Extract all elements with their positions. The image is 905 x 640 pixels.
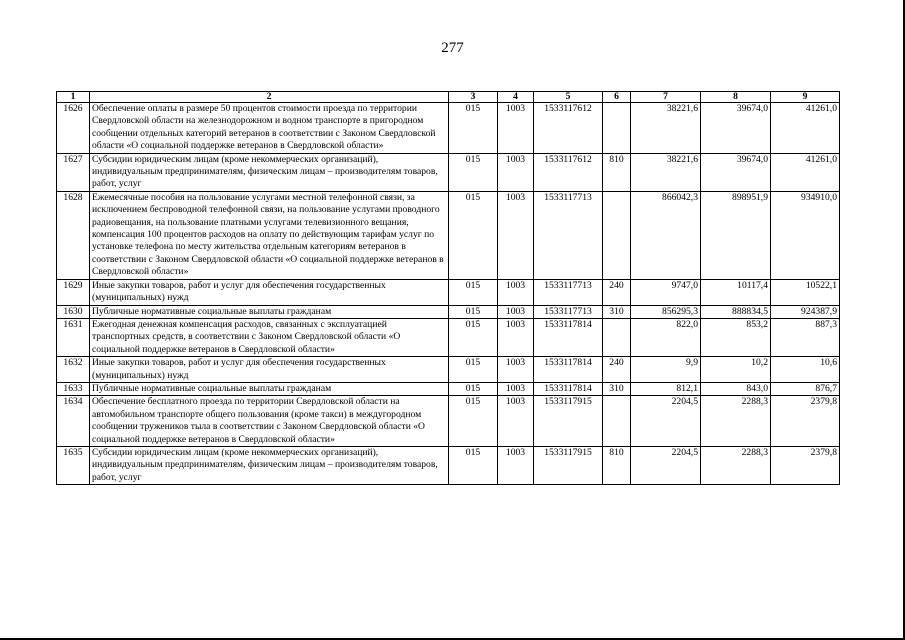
column-header: 3 [449,92,498,103]
table-row [57,191,840,279]
section-code-cell: 1003 [498,357,534,383]
ministry-code-cell: 015 [449,357,498,383]
amount-year2-cell: 2288,3 [701,396,771,447]
amount-year1-cell: 856295,3 [631,305,701,318]
expense-type-cell [603,396,631,447]
ministry-code-cell: 015 [449,153,498,191]
table-body [57,103,840,485]
ministry-code-cell: 015 [449,191,498,279]
amount-year2-cell: 39674,0 [701,103,771,154]
ministry-code-cell: 015 [449,382,498,395]
section-code-cell: 1003 [498,446,534,484]
row-number-cell: 1634 [57,396,90,447]
amount-year1-cell: 866042,3 [631,191,701,279]
row-name-cell: Иные закупки товаров, работ и услуг для обеспечения государственных (муниципальных) нужд [90,279,449,305]
row-number-cell: 1626 [57,103,90,154]
section-code-cell: 1003 [498,305,534,318]
amount-year1-cell: 812,1 [631,382,701,395]
table-row [57,305,840,318]
amount-year1-cell: 9,9 [631,357,701,383]
expense-type-cell [603,103,631,154]
row-number-cell: 1628 [57,191,90,279]
page-number: 277 [441,40,464,56]
amount-year2-cell: 843,0 [701,382,771,395]
row-number-cell: 1633 [57,382,90,395]
target-code-cell: 1533117915 [534,396,603,447]
expense-type-cell: 310 [603,305,631,318]
column-header: 5 [534,92,603,103]
row-number-cell: 1635 [57,446,90,484]
row-number-cell: 1629 [57,279,90,305]
amount-year1-cell: 822,0 [631,318,701,356]
table-row [57,446,840,484]
amount-year1-cell: 38221,6 [631,153,701,191]
row-name-cell: Ежегодная денежная компенсация расходов, связанных с эксплуатацией транспортных средств, в соответствии с Законом Свердловской области «О социальной поддержке ветеранов в Свердловской области» [90,318,449,356]
expense-type-cell: 810 [603,446,631,484]
table-row [57,103,840,154]
budget-table [56,91,840,485]
column-header: 2 [90,92,449,103]
ministry-code-cell: 015 [449,318,498,356]
ministry-code-cell: 015 [449,279,498,305]
row-number-cell: 1631 [57,318,90,356]
amount-year1-cell: 2204,5 [631,446,701,484]
table-row [57,382,840,395]
amount-year2-cell: 853,2 [701,318,771,356]
row-name-cell: Субсидии юридическим лицам (кроме некоммерческих организаций), индивидуальным предпринимателям, физическим лицам – производителям товаров, работ, услуг [90,153,449,191]
row-number-cell: 1627 [57,153,90,191]
section-code-cell: 1003 [498,396,534,447]
column-header: 6 [603,92,631,103]
amount-year3-cell: 10,6 [771,357,840,383]
amount-year3-cell: 887,3 [771,318,840,356]
row-name-cell: Публичные нормативные социальные выплаты гражданам [90,382,449,395]
amount-year3-cell: 41261,0 [771,103,840,154]
amount-year3-cell: 934910,0 [771,191,840,279]
target-code-cell: 1533117713 [534,191,603,279]
section-code-cell: 1003 [498,153,534,191]
target-code-cell: 1533117814 [534,382,603,395]
expense-type-cell: 240 [603,279,631,305]
expense-type-cell [603,318,631,356]
section-code-cell: 1003 [498,191,534,279]
section-code-cell: 1003 [498,318,534,356]
amount-year3-cell: 2379,8 [771,446,840,484]
amount-year2-cell: 898951,9 [701,191,771,279]
amount-year3-cell: 2379,8 [771,396,840,447]
target-code-cell: 1533117713 [534,305,603,318]
section-code-cell: 1003 [498,279,534,305]
expense-type-cell: 810 [603,153,631,191]
amount-year3-cell: 876,7 [771,382,840,395]
target-code-cell: 1533117814 [534,318,603,356]
table-row [57,357,840,383]
amount-year1-cell: 38221,6 [631,103,701,154]
column-header: 8 [701,92,771,103]
row-name-cell: Иные закупки товаров, работ и услуг для обеспечения государственных (муниципальных) нужд [90,357,449,383]
header-row [57,92,840,103]
table-row [57,396,840,447]
column-header: 7 [631,92,701,103]
section-code-cell: 1003 [498,382,534,395]
table-row [57,279,840,305]
amount-year2-cell: 888834,5 [701,305,771,318]
ministry-code-cell: 015 [449,446,498,484]
section-code-cell: 1003 [498,103,534,154]
column-header: 4 [498,92,534,103]
target-code-cell: 1533117814 [534,357,603,383]
row-name-cell: Субсидии юридическим лицам (кроме некоммерческих организаций), индивидуальным предпринимателям, физическим лицам – производителям товаров, работ, услуг [90,446,449,484]
expense-type-cell [603,191,631,279]
amount-year2-cell: 10,2 [701,357,771,383]
table-row [57,153,840,191]
ministry-code-cell: 015 [449,103,498,154]
ministry-code-cell: 015 [449,305,498,318]
row-name-cell: Ежемесячные пособия на пользование услугами местной телефонной связи, за исключением беспроводной телефонной связи, на пользование услугами проводного радиовещания, на пользование платными услугами телевизионного вещания, компенсация 100 процентов расходов на оплату по действующим тарифам услуг по установке телефона по месту жительства отдельным категориям ветеранов в соответствии с Законом Свердловской области «О социальной поддержке ветеранов в Свердловской области» [90,191,449,279]
expense-type-cell: 310 [603,382,631,395]
amount-year1-cell: 9747,0 [631,279,701,305]
row-number-cell: 1630 [57,305,90,318]
amount-year2-cell: 2288,3 [701,446,771,484]
target-code-cell: 1533117612 [534,153,603,191]
amount-year2-cell: 39674,0 [701,153,771,191]
amount-year3-cell: 10522,1 [771,279,840,305]
column-header: 1 [57,92,90,103]
amount-year2-cell: 10117,4 [701,279,771,305]
target-code-cell: 1533117915 [534,446,603,484]
ministry-code-cell: 015 [449,396,498,447]
row-name-cell: Обеспечение оплаты в размере 50 процентов стоимости проезда по территории Свердловской области на железнодорожном и водном транспорте в пригородном сообщении отдельных категорий ветеранов в соответствии с Законом Свердловской области «О социальной поддержке ветеранов в Свердловской области» [90,103,449,154]
amount-year1-cell: 2204,5 [631,396,701,447]
target-code-cell: 1533117612 [534,103,603,154]
amount-year3-cell: 41261,0 [771,153,840,191]
expense-type-cell: 240 [603,357,631,383]
amount-year3-cell: 924387,9 [771,305,840,318]
row-number-cell: 1632 [57,357,90,383]
row-name-cell: Публичные нормативные социальные выплаты гражданам [90,305,449,318]
row-name-cell: Обеспечение бесплатного проезда по территории Свердловской области на автомобильном транспорте общего пользования (кроме такси) в междугородном сообщении тружеников тыла в соответствии с Законом Свердловской области «О социальной поддержке ветеранов в Свердловской области» [90,396,449,447]
table-row [57,318,840,356]
column-header: 9 [771,92,840,103]
target-code-cell: 1533117713 [534,279,603,305]
